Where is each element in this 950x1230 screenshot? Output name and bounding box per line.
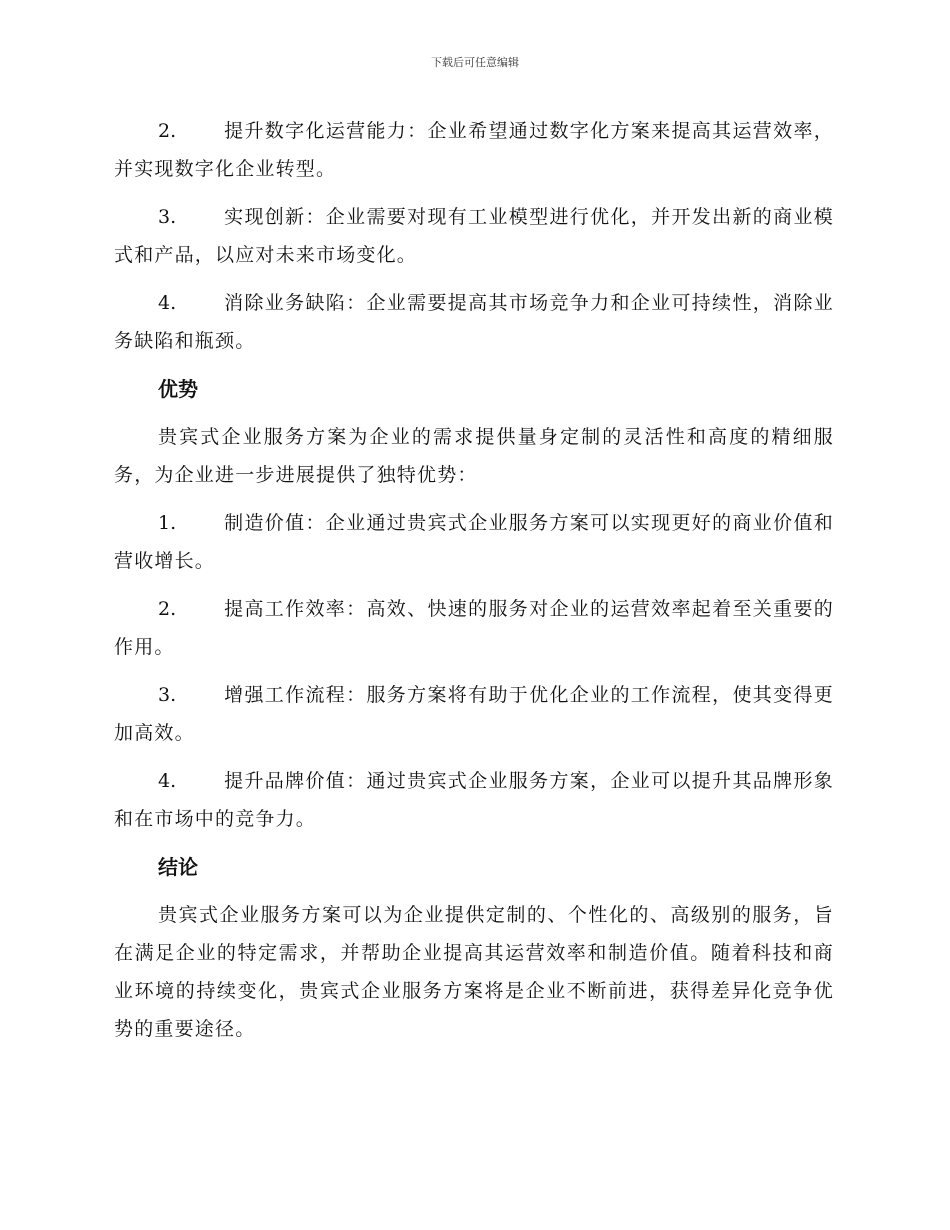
list-item (114, 284, 834, 360)
list-item (114, 762, 834, 838)
page-header: 下载后可任意编辑 (431, 56, 519, 69)
list-item-text: 提升品牌价值：通过贵宾式企业服务方案，企业可以提升其品牌形象和在市场中的竞争力。 (114, 770, 834, 830)
list-item (114, 504, 834, 580)
list-item-number: 2. (158, 120, 177, 142)
list-item-number: 3. (158, 206, 177, 228)
list-item (114, 590, 834, 666)
list-item-number: 2. (158, 598, 177, 620)
section-heading-conclusion: 结论 (158, 855, 198, 879)
section-heading-advantage: 优势 (158, 377, 198, 401)
list-item-text: 提高工作效率：高效、快速的服务对企业的运营效率起着至关重要的作用。 (114, 598, 834, 658)
list-item-text: 消除业务缺陷：企业需要提高其市场竞争力和企业可持续性，消除业务缺陷和瓶颈。 (114, 292, 834, 352)
list-item (114, 112, 834, 188)
advantage-intro-paragraph: 贵宾式企业服务方案为企业的需求提供量身定制的灵活性和高度的精细服务，为企业进一步进展提供了独特优势： (114, 426, 834, 486)
list-item (114, 676, 834, 752)
list-item (114, 198, 834, 274)
list-item-number: 4. (158, 770, 177, 792)
list-item-text: 提升数字化运营能力：企业希望通过数字化方案来提高其运营效率，并实现数字化企业转型。 (114, 120, 834, 180)
list-item-text: 制造价值：企业通过贵宾式企业服务方案可以实现更好的商业价值和营收增长。 (114, 512, 834, 572)
document-body (114, 112, 834, 1058)
conclusion-paragraph: 贵宾式企业服务方案可以为企业提供定制的、个性化的、高级别的服务，旨在满足企业的特定需求，并帮助企业提高其运营效率和制造价值。随着科技和商业环境的持续变化，贵宾式企业服务方案将是企业不断前进，获得差异化竞争优势的重要途径。 (114, 904, 834, 1040)
list-item-number: 4. (158, 292, 177, 314)
list-item-number: 3. (158, 684, 177, 706)
list-item-number: 1. (158, 512, 177, 534)
list-item-text: 增强工作流程：服务方案将有助于优化企业的工作流程，使其变得更加高效。 (114, 684, 834, 744)
list-item-text: 实现创新：企业需要对现有工业模型进行优化，并开发出新的商业模式和产品，以应对未来市场变化。 (114, 206, 834, 266)
